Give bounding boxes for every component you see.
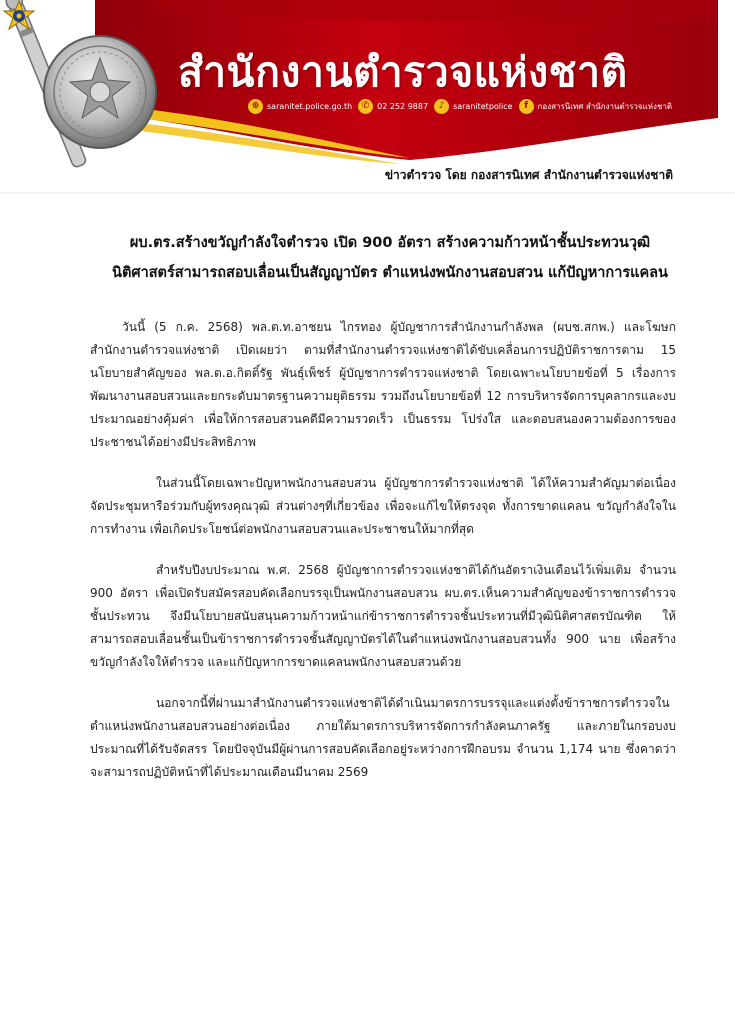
- letterhead: [0, 0, 735, 195]
- news-byline: ข่าวตำรวจ โดย กองสารนิเทศ สำนักงานตำรวจแห่งชาติ: [384, 168, 673, 182]
- news-headline: [100, 228, 680, 288]
- contact-facebook[interactable]: [519, 99, 673, 114]
- paragraph-3: สำหรับปีงบประมาณ พ.ศ. 2568 ผู้บัญชาการตำรวจแห่งชาติได้กันอัตราเงินเดือนไว้เพิ่มเติม จำนวน 900 อัตรา เพื่อเปิดรับสมัครสอบคัดเลือกบรรจุเป็นพนักงานสอบสวน ผบ.ตร.เห็นความสำคัญของข้าราชการตำรวจชั้นประทวน จึงมีนโยบายสนับสนุนความก้าวหน้าแก่ข้าราชการตำรวจชั้นประทวนที่มีวุฒินิติศาสตรบัณฑิต ให้สามารถสอบเลื่อนชั้นเป็นข้าราชการตำรวจชั้นสัญญาบัตรได้ในตำแหน่งพนักงานสอบสวนทั้ง 900 นาย เพื่อสร้างขวัญกำลังใจให้ตำรวจ และแก้ปัญหาการขาดแคลนพนักงานสอบสวนด้วย: [90, 563, 676, 669]
- facebook-text: กองสารนิเทศ สำนักงานตำรวจแห่งชาติ: [537, 101, 673, 111]
- police-seal-icon: [44, 36, 156, 148]
- police-badge-icon: [0, 0, 38, 34]
- paragraph-4: นอกจากนี้ที่ผ่านมาสำนักงานตำรวจแห่งชาติได้ดำเนินมาตรการบรรจุและแต่งตั้งข้าราชการตำรวจในตำแหน่งพนักงานสอบสวนอย่างต่อเนื่อง ภายใต้มาตรการบริหารจัดการกำลังคนภาครัฐ และภายในกรอบงบประมาณที่ได้รับจัดสรร โดยปัจจุบันมีผู้ผ่านการสอบคัดเลือกอยู่ระหว่างการฝึกอบรม จำนวน 1,174 นาย ซึ่งคาดว่าจะสามารถปฏิบัติหน้าที่ได้ประมาณเดือนมีนาคม 2569: [90, 696, 676, 779]
- agency-name: สำนักงานตำรวจแห่งชาติ: [178, 48, 628, 96]
- phone-text: 02 252 9887: [377, 101, 429, 111]
- headline-line-1: ผบ.ตร.สร้างขวัญกำลังใจตำรวจ เปิด 900 อัตรา สร้างความก้าวหน้าชั้นประทวนวุฒิ: [129, 235, 651, 251]
- facebook-icon: f: [519, 99, 534, 114]
- news-body: [90, 316, 676, 802]
- paragraph-1: วันนี้ (5 ก.ค. 2568) พล.ต.ท.อาชยน ไกรทอง ผู้บัญชาการสำนักงานกำลังพล (ผบช.สกพ.) และโฆษกสำนักงานตำรวจแห่งชาติ เปิดเผยว่า ตามที่สำนักงานตำรวจแห่งชาติได้ขับเคลื่อนการปฏิบัติราชการตาม 15 นโยบายสำคัญของ พล.ต.อ.กิตติ์รัฐ พันธุ์เพ็ชร์ ผู้บัญชาการตำรวจแห่งชาติ โดยเฉพาะนโยบายข้อที่ 5 เรื่องการพัฒนางานสอบสวนและยกระดับมาตรฐานความยุติธรรม รวมถึงนโยบายข้อที่ 12 การบริหารจัดการบุคลากรและงบประมาณอย่างคุ้มค่า เพื่อให้การสอบสวนคดีมีความรวดเร็ว เป็นธรรม โปร่งใส และตอบสนองความต้องการของประชาชนได้อย่างมีประสิทธิภาพ: [90, 320, 676, 449]
- tiktok-text: saranitetpolice: [453, 101, 513, 111]
- headline-line-2: นิติศาสตร์สามารถสอบเลื่อนเป็นสัญญาบัตร ตำแหน่งพนักงานสอบสวน แก้ปัญหาการแคลน: [112, 265, 668, 281]
- contact-tiktok[interactable]: [434, 99, 513, 114]
- contact-website[interactable]: [248, 99, 352, 114]
- website-text: saranitet.police.go.th: [267, 101, 353, 111]
- phone-icon: ✆: [358, 99, 373, 114]
- contact-bar: [248, 98, 672, 114]
- paragraph-2: ในส่วนนี้โดยเฉพาะปัญหาพนักงานสอบสวน ผู้บัญชาการตำรวจแห่งชาติ ได้ให้ความสำคัญมาต่อเนื่อง จัดประชุมหารือร่วมกับผู้ทรงคุณวุฒิ ส่วนต่างๆที่เกี่ยวข้อง เพื่อจะแก้ไขให้ตรงจุด ทั้งการขาดแคลน ขวัญกำลังใจในการทำงาน เพื่อเกิดประโยชน์ต่อพนักงานสอบสวนและประชาชนให้มากที่สุด: [90, 476, 676, 536]
- contact-phone[interactable]: [358, 99, 428, 114]
- globe-icon: ⊕: [248, 99, 263, 114]
- tiktok-icon: ♪: [434, 99, 449, 114]
